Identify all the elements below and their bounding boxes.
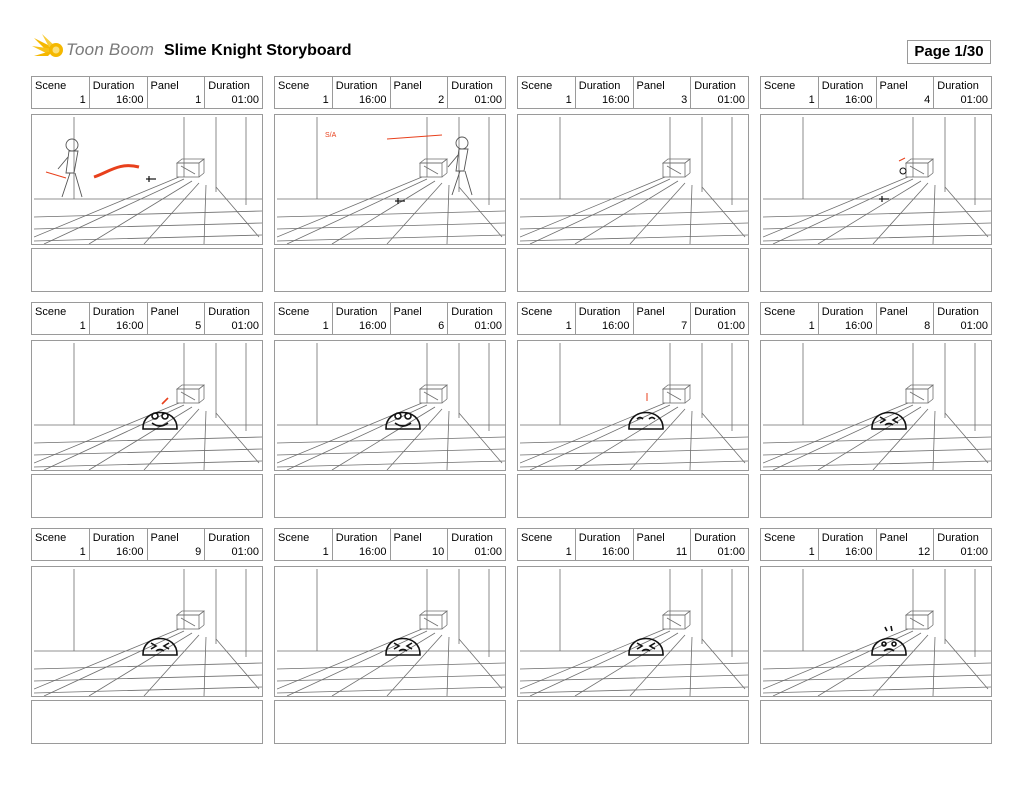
- panel-notes[interactable]: [760, 248, 992, 292]
- panel-duration-label: Duration: [694, 306, 736, 318]
- panel-number-value: 7: [681, 320, 688, 332]
- scene-label: Scene: [521, 532, 553, 544]
- scene-value: 1: [808, 546, 815, 558]
- panel-duration-value: 01:00: [474, 320, 502, 332]
- panel-number-cell: [148, 529, 206, 560]
- scene-cell: [761, 529, 819, 560]
- panel-duration-value: 01:00: [474, 94, 502, 106]
- scene-duration-cell: [90, 303, 148, 334]
- scene-value: 1: [565, 320, 572, 332]
- panel-sketch: [34, 343, 262, 470]
- scene-duration-value: 16:00: [844, 94, 873, 106]
- scene-duration-cell: [576, 77, 634, 108]
- panel-frame: [760, 114, 992, 245]
- panel-number-cell: [634, 529, 692, 560]
- panel-notes[interactable]: [760, 474, 992, 518]
- scene-duration-value: 16:00: [844, 320, 873, 332]
- page-number: 1/30: [954, 43, 984, 60]
- panel-sketch: [277, 569, 505, 696]
- storyboard-title: Slime Knight Storyboard: [164, 42, 352, 59]
- panel-duration-label: Duration: [937, 80, 979, 92]
- scene-label: Scene: [764, 306, 796, 318]
- panel-sketch: [520, 569, 748, 696]
- panel-number-value: 9: [195, 546, 202, 558]
- panel-number-label: Panel: [150, 80, 179, 92]
- panel-duration-cell: [448, 529, 505, 560]
- scene-value: 1: [322, 546, 329, 558]
- panel-frame: [760, 340, 992, 471]
- panel-number-label: Panel: [879, 532, 908, 544]
- panel-frame: [31, 340, 263, 471]
- scene-duration-cell: [333, 77, 391, 108]
- panel-number-cell: [391, 303, 449, 334]
- panel-duration-label: Duration: [451, 80, 493, 92]
- panel-frame: [274, 566, 506, 697]
- scene-cell: [32, 77, 90, 108]
- scene-duration-label: Duration: [821, 532, 864, 544]
- scene-value: 1: [808, 320, 815, 332]
- panel-sketch: [520, 343, 748, 470]
- panel-duration-value: 01:00: [231, 94, 259, 106]
- panel-notes[interactable]: [31, 474, 263, 518]
- scene-label: Scene: [35, 306, 67, 318]
- panel-number-cell: [877, 529, 935, 560]
- panel-duration-cell: [934, 529, 991, 560]
- panel-duration-cell: [448, 303, 505, 334]
- scene-duration-value: 16:00: [115, 546, 144, 558]
- panel-number-cell: [877, 303, 935, 334]
- panel-number-value: 6: [438, 320, 445, 332]
- panel-notes[interactable]: [274, 248, 506, 292]
- scene-value: 1: [79, 94, 86, 106]
- scene-label: Scene: [35, 80, 67, 92]
- scene-duration-label: Duration: [821, 306, 864, 318]
- panel-frame: [31, 566, 263, 697]
- panel-duration-value: 01:00: [717, 94, 745, 106]
- scene-duration-label: Duration: [578, 80, 621, 92]
- scene-cell: [518, 529, 576, 560]
- panel-duration-cell: [691, 303, 748, 334]
- panel-number-value: 3: [681, 94, 688, 106]
- scene-duration-value: 16:00: [358, 546, 387, 558]
- scene-duration-cell: [819, 529, 877, 560]
- scene-duration-value: 16:00: [601, 320, 630, 332]
- scene-label: Scene: [278, 306, 310, 318]
- panel-duration-value: 01:00: [717, 320, 745, 332]
- panel-number-label: Panel: [150, 306, 179, 318]
- scene-duration-label: Duration: [92, 532, 135, 544]
- panel-number-value: 5: [195, 320, 202, 332]
- logo-text: Toon Boom: [66, 40, 155, 59]
- panel-frame: [517, 114, 749, 245]
- scene-duration-value: 16:00: [358, 94, 387, 106]
- panel-duration-value: 01:00: [231, 546, 259, 558]
- panel-number-value: 10: [432, 546, 445, 558]
- panel-notes[interactable]: [517, 474, 749, 518]
- scene-cell: [32, 529, 90, 560]
- panel-duration-label: Duration: [451, 532, 493, 544]
- panel-notes[interactable]: [517, 248, 749, 292]
- scene-value: 1: [322, 320, 329, 332]
- page-header: [0, 0, 1024, 75]
- scene-label: Scene: [521, 80, 553, 92]
- scene-duration-label: Duration: [578, 306, 621, 318]
- scene-duration-cell: [90, 529, 148, 560]
- panel-info-bar: [31, 302, 263, 335]
- panel-number-cell: [391, 77, 449, 108]
- scene-duration-label: Duration: [335, 532, 378, 544]
- panel-duration-label: Duration: [451, 306, 493, 318]
- scene-duration-cell: [576, 303, 634, 334]
- scene-cell: [32, 303, 90, 334]
- panel-duration-value: 01:00: [960, 320, 988, 332]
- panel-duration-value: 01:00: [960, 546, 988, 558]
- scene-duration-value: 16:00: [601, 546, 630, 558]
- scene-value: 1: [808, 94, 815, 106]
- scene-duration-label: Duration: [578, 532, 621, 544]
- panel-info-bar: [274, 302, 506, 335]
- panel-notes[interactable]: [517, 700, 749, 744]
- scene-value: 1: [79, 546, 86, 558]
- scene-duration-value: 16:00: [601, 94, 630, 106]
- scene-label: Scene: [278, 80, 310, 92]
- panel-frame: [31, 114, 263, 245]
- panel-info-bar: [517, 528, 749, 561]
- scene-duration-cell: [333, 303, 391, 334]
- scene-value: 1: [565, 546, 572, 558]
- panel-duration-label: Duration: [208, 306, 250, 318]
- panel-number-cell: [634, 77, 692, 108]
- panel-notes[interactable]: [274, 474, 506, 518]
- scene-value: 1: [322, 94, 329, 106]
- panel-number-label: Panel: [879, 80, 908, 92]
- panel-duration-cell: [934, 77, 991, 108]
- panel-sketch: [277, 117, 505, 244]
- panel-info-bar: [517, 76, 749, 109]
- panel-duration-label: Duration: [694, 532, 736, 544]
- panel-duration-label: Duration: [208, 532, 250, 544]
- panel-number-label: Panel: [636, 80, 665, 92]
- panel-duration-value: 01:00: [474, 546, 502, 558]
- scene-duration-label: Duration: [821, 80, 864, 92]
- panel-frame: [274, 340, 506, 471]
- scene-value: 1: [79, 320, 86, 332]
- panel-duration-cell: [691, 529, 748, 560]
- toon-boom-logo: [32, 34, 156, 68]
- svg-text:S/A: S/A: [325, 132, 337, 139]
- scene-duration-value: 16:00: [115, 94, 144, 106]
- panel-duration-cell: [205, 303, 262, 334]
- scene-cell: [518, 303, 576, 334]
- scene-label: Scene: [278, 532, 310, 544]
- panel-number-cell: [148, 303, 206, 334]
- panel-number-cell: [148, 77, 206, 108]
- page-indicator: [907, 40, 991, 64]
- scene-duration-label: Duration: [335, 80, 378, 92]
- panel-number-label: Panel: [150, 532, 179, 544]
- scene-duration-label: Duration: [335, 306, 378, 318]
- scene-cell: [518, 77, 576, 108]
- panel-frame: [274, 114, 506, 245]
- scene-duration-label: Duration: [92, 80, 135, 92]
- panel-number-value: 1: [195, 94, 202, 106]
- scene-cell: [275, 77, 333, 108]
- panel-number-label: Panel: [879, 306, 908, 318]
- panel-frame: [517, 566, 749, 697]
- panel-number-cell: [634, 303, 692, 334]
- scene-cell: [275, 529, 333, 560]
- panel-sketch: [34, 569, 262, 696]
- panel-number-value: 2: [438, 94, 445, 106]
- panel-info-bar: [760, 76, 992, 109]
- panel-info-bar: [31, 528, 263, 561]
- scene-duration-cell: [819, 303, 877, 334]
- panel-number-cell: [391, 529, 449, 560]
- panel-number-label: Panel: [636, 306, 665, 318]
- page-label: Page: [914, 43, 951, 60]
- scene-label: Scene: [764, 532, 796, 544]
- panel-notes[interactable]: [760, 700, 992, 744]
- scene-duration-cell: [90, 77, 148, 108]
- panel-number-value: 4: [924, 94, 931, 106]
- panel-number-value: 12: [918, 546, 931, 558]
- panel-duration-label: Duration: [694, 80, 736, 92]
- panel-number-value: 8: [924, 320, 931, 332]
- panel-duration-label: Duration: [208, 80, 250, 92]
- scene-duration-label: Duration: [92, 306, 135, 318]
- panel-info-bar: [274, 76, 506, 109]
- panel-sketch: [520, 117, 748, 244]
- panel-info-bar: [760, 302, 992, 335]
- panel-info-bar: [517, 302, 749, 335]
- scene-value: 1: [565, 94, 572, 106]
- panel-duration-value: 01:00: [231, 320, 259, 332]
- panel-sketch: [763, 117, 991, 244]
- scene-duration-value: 16:00: [844, 546, 873, 558]
- panel-info-bar: [31, 76, 263, 109]
- panel-duration-cell: [691, 77, 748, 108]
- panel-sketch: [277, 343, 505, 470]
- panel-duration-cell: [205, 77, 262, 108]
- scene-duration-cell: [333, 529, 391, 560]
- scene-label: Scene: [35, 532, 67, 544]
- panel-number-label: Panel: [393, 532, 422, 544]
- panel-duration-cell: [205, 529, 262, 560]
- panel-number-cell: [877, 77, 935, 108]
- panel-notes[interactable]: [31, 248, 263, 292]
- scene-duration-value: 16:00: [115, 320, 144, 332]
- panel-frame: [760, 566, 992, 697]
- panel-info-bar: [760, 528, 992, 561]
- panel-duration-cell: [934, 303, 991, 334]
- panel-frame: [517, 340, 749, 471]
- panel-duration-label: Duration: [937, 532, 979, 544]
- panel-notes[interactable]: [31, 700, 263, 744]
- scene-duration-cell: [819, 77, 877, 108]
- panel-number-label: Panel: [393, 306, 422, 318]
- panel-duration-label: Duration: [937, 306, 979, 318]
- panel-sketch: [34, 117, 262, 244]
- panel-sketch: [763, 569, 991, 696]
- panel-info-bar: [274, 528, 506, 561]
- panel-number-value: 11: [675, 546, 688, 558]
- panel-sketch: [763, 343, 991, 470]
- scene-duration-cell: [576, 529, 634, 560]
- star-burst-icon: [32, 34, 66, 68]
- panel-duration-cell: [448, 77, 505, 108]
- scene-duration-value: 16:00: [358, 320, 387, 332]
- scene-cell: [761, 77, 819, 108]
- panel-duration-value: 01:00: [960, 94, 988, 106]
- panel-duration-value: 01:00: [717, 546, 745, 558]
- panel-notes[interactable]: [274, 700, 506, 744]
- panel-number-label: Panel: [393, 80, 422, 92]
- scene-cell: [761, 303, 819, 334]
- scene-label: Scene: [764, 80, 796, 92]
- panel-number-label: Panel: [636, 532, 665, 544]
- scene-cell: [275, 303, 333, 334]
- scene-label: Scene: [521, 306, 553, 318]
